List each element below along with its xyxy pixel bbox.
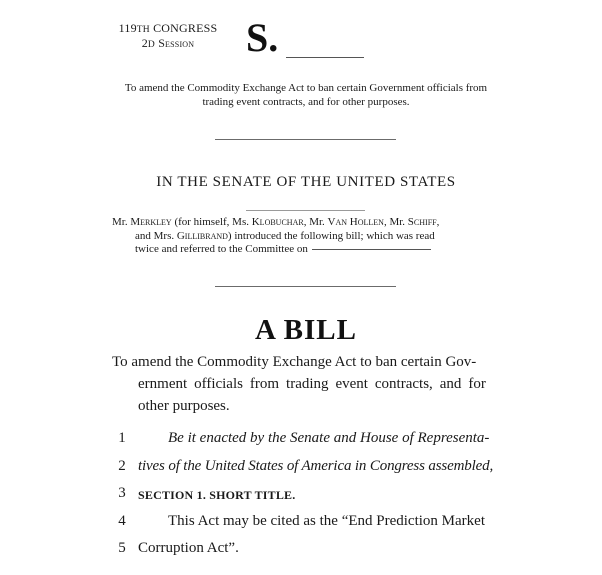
sponsor-name: Merkley xyxy=(130,216,172,228)
congress-word: CONGRESS xyxy=(153,21,218,35)
cosponsor-name: Gillibrand xyxy=(176,229,228,242)
sponsor-text xyxy=(112,216,439,228)
sponsor-text-segment: (for himself, Ms. xyxy=(171,216,252,228)
sponsor-text-segment: , Mr. xyxy=(303,216,328,228)
line-number: 3 xyxy=(118,485,126,501)
enacting-clause: Be it enacted by the Senate and House of Representa- xyxy=(168,430,490,446)
bill-number-blank xyxy=(286,57,364,58)
divider-rule xyxy=(215,139,396,140)
session-number: 2 xyxy=(141,36,148,50)
divider-rule-short xyxy=(246,210,365,211)
long-title xyxy=(112,351,500,417)
bill-body xyxy=(116,427,502,565)
sponsors-line-2 xyxy=(112,230,500,244)
enacting-clause: tives of the United States of America in Congress assembled, xyxy=(138,457,494,474)
sponsor-text-segment: , Mr. xyxy=(383,216,408,228)
body-line xyxy=(116,427,502,455)
section-text: Corruption Act”. xyxy=(138,540,239,556)
sponsor-text-segment: and Mrs. xyxy=(135,229,177,242)
congress-number: 119 xyxy=(118,21,137,35)
section-text: This Act may be cited as the “End Prediction Market xyxy=(168,512,485,529)
committee-referral-text: twice and referred to the Committee on xyxy=(135,243,308,255)
body-line xyxy=(116,537,502,565)
sponsor-text-segment: ) introduced the following bill; which was read xyxy=(227,229,435,242)
congress-line xyxy=(108,22,228,37)
congress-session-label xyxy=(108,22,228,52)
line-number: 5 xyxy=(118,540,126,556)
body-line xyxy=(116,482,502,510)
session-word: Session xyxy=(158,36,195,50)
long-title-line: ernment officials from trading event contracts, and for xyxy=(138,376,486,392)
chamber-heading: IN THE SENATE OF THE UNITED STATES xyxy=(156,174,456,190)
sponsor-text-segment: , xyxy=(436,216,440,228)
congress-suffix: TH xyxy=(136,25,150,35)
cosponsor-name: Van Hollen xyxy=(327,216,384,228)
cosponsor-name: Schiff xyxy=(407,216,437,228)
bill-heading: A BILL xyxy=(255,314,357,346)
short-title: To amend the Commodity Exchange Act to ban certain Government officials from trading event contracts, and for other purposes. xyxy=(124,82,488,108)
body-line xyxy=(116,455,502,483)
sponsor-title: Mr. xyxy=(112,216,131,228)
cosponsor-name: Klobuchar xyxy=(251,216,304,228)
long-title-line: other purposes. xyxy=(138,398,230,414)
divider-rule xyxy=(215,286,396,287)
line-number: 2 xyxy=(118,457,126,474)
line-number: 1 xyxy=(118,430,126,446)
session-line xyxy=(108,37,228,52)
sponsors-line-1 xyxy=(112,216,500,230)
bill-prefix: S. xyxy=(246,15,279,60)
section-heading: SECTION 1. SHORT TITLE. xyxy=(138,488,296,502)
body-line xyxy=(116,510,502,538)
committee-blank xyxy=(312,249,431,250)
session-suffix: D xyxy=(147,40,155,50)
sponsors-line-3 xyxy=(112,243,500,257)
line-number: 4 xyxy=(118,512,126,529)
long-title-line: To amend the Commodity Exchange Act to ban certain Gov- xyxy=(112,354,477,370)
sponsors-paragraph xyxy=(112,216,500,257)
